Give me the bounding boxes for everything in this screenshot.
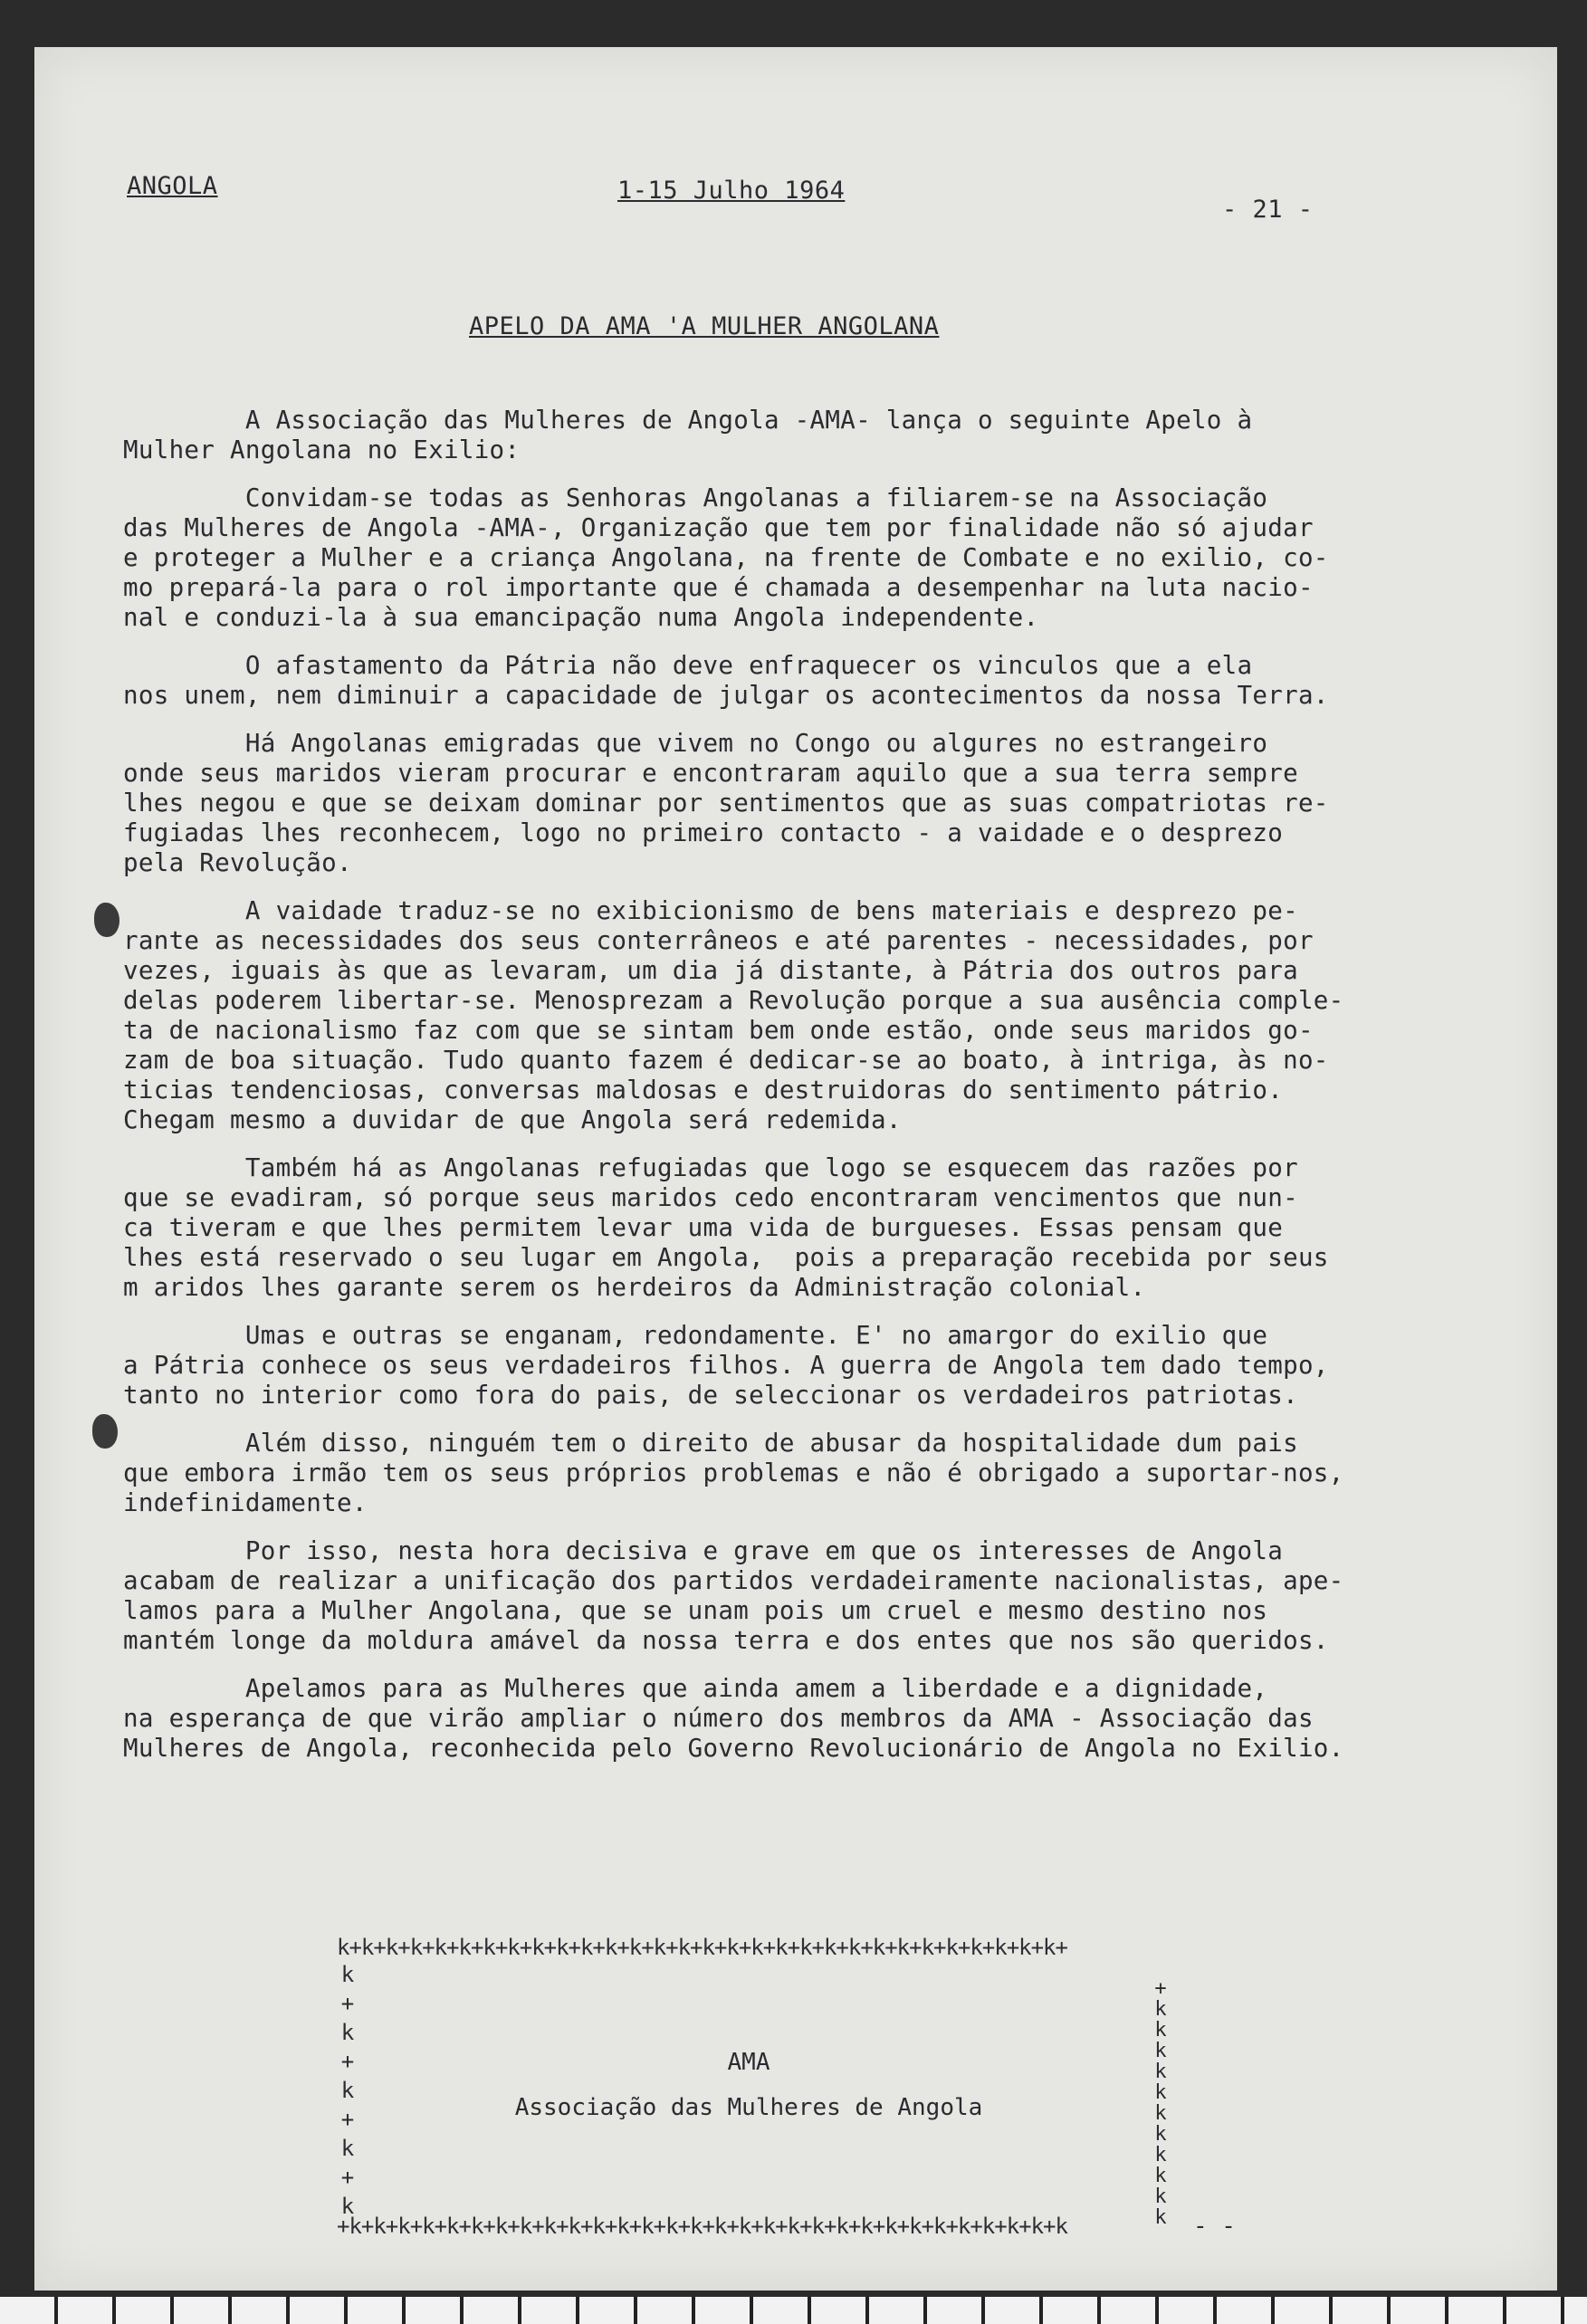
paragraph [123,1429,1463,1518]
paragraph-line: Mulher Angolana no Exilio: [123,435,521,464]
scan-ruler [0,2297,1587,2324]
paragraph-line: vezes, iguais às que as levaram, um dia já distante, à Pátria dos outros para [123,956,1298,985]
border-glyph: + [340,2165,355,2190]
paragraph-line: tanto no interior como fora do pais, de seleccionar os verdadeiros patriotas. [123,1381,1298,1410]
paragraph-line: ticias tendenciosas, conversas maldosas e destruidoras do sentimento pátrio. [123,1076,1284,1105]
punch-hole-top [94,903,120,937]
paragraph-line: Também há as Angolanas refugiadas que logo se esquecem das razões por [123,1153,1298,1182]
border-glyph: k [1154,2019,1167,2042]
border-glyph: k [340,2136,355,2161]
paragraph-line: na esperança de que virão ampliar o número dos membros da AMA - Associação das [123,1704,1314,1733]
paragraph-line: e proteger a Mulher e a criança Angolana, na frente de Combate e no exilio, co- [123,543,1329,572]
paragraph-line: Umas e outras se enganam, redondamente. E' no amargor do exilio que [123,1321,1268,1350]
paragraph-line: Por isso, nesta hora decisiva e grave em que os interesses de Angola [123,1536,1284,1565]
paragraph-line: ca tiveram e que lhes permitem levar uma vida de burgueses. Essas pensam que [123,1213,1284,1242]
border-glyph: + [1154,1977,1167,2000]
box-border-left [337,1960,359,2221]
box-border-bottom: +k+k+k+k+k+k+k+k+k+k+k+k+k+k+k+k+k+k+k+k+k+k+k+k+k+k+k+k+k+k [337,2214,1067,2239]
paragraph-line: lamos para a Mulher Angolana, que se unam pois um cruel e mesmo destino nos [123,1596,1268,1625]
paragraph-line: das Mulheres de Angola -AMA-, Organização que tem por finalidade não só ajudar [123,513,1314,542]
paragraph-line: a Pátria conhece os seus verdadeiros filhos. A guerra de Angola tem dado tempo, [123,1351,1329,1380]
border-glyph: + [340,2107,355,2132]
paragraph-line: que se evadiram, só porque seus maridos cedo encontraram vencimentos que nun- [123,1183,1298,1212]
border-glyph: k [340,2194,355,2219]
paragraph-line: que embora irmão tem os seus próprios problemas e não é obrigado a suportar-nos, [123,1458,1344,1487]
paragraph [123,483,1463,633]
paragraph-line: zam de boa situação. Tudo quanto fazem é dedicar-se ao boato, à intriga, às no- [123,1046,1329,1075]
border-glyph: k [340,2078,355,2103]
border-glyph: + [340,2049,355,2074]
border-glyph: k [1154,2102,1167,2125]
signature-box [337,1935,1167,2239]
border-glyph: k [1154,2040,1167,2062]
paragraph-line: Chegam mesmo a duvidar de que Angola será redemida. [123,1105,902,1134]
border-glyph: k [1154,2185,1167,2208]
border-glyph: k [1154,2123,1167,2146]
paragraph-line: A vaidade traduz-se no exibicionismo de bens materiais e desprezo pe- [123,896,1298,925]
border-glyph: k [340,1962,355,1987]
organization-name: Associação das Mulheres de Angola [514,2094,983,2121]
border-glyph: k [1154,2081,1167,2104]
border-glyph: k [1154,2165,1167,2187]
paragraph-line: m aridos lhes garante serem os herdeiros da Administração colonial. [123,1273,1146,1302]
paragraph [123,729,1463,878]
box-border-top: k+k+k+k+k+k+k+k+k+k+k+k+k+k+k+k+k+k+k+k+k+k+k+k+k+k+k+k+k+k+ [337,1935,1067,1960]
border-glyph: k [1154,2144,1167,2166]
paragraph-line: lhes está reservado o seu lugar em Angola, pois a preparação recebida por seus [123,1243,1329,1272]
paragraph-line: Convidam-se todas as Senhoras Angolanas a filiarem-se na Associação [123,483,1268,512]
paragraph-line: nal e conduzi-la à sua emancipação numa Angola independente. [123,603,1039,632]
paragraph-line: Mulheres de Angola, reconhecida pelo Governo Revolucionário de Angola no Exilio. [123,1734,1344,1763]
punch-hole-bottom [92,1414,118,1449]
document-title: APELO DA AMA 'A MULHER ANGOLANA [469,312,940,340]
paragraph [123,896,1463,1135]
paragraph-line: mantém longe da moldura amável da nossa terra e dos entes que nos são queridos. [123,1626,1329,1655]
paragraph [123,406,1463,465]
paragraph [123,1674,1463,1764]
paragraph-line: fugiadas lhes reconhecem, logo no primeiro contacto - a vaidade e o desprezo [123,818,1284,847]
border-glyph: + [340,1991,355,2016]
paragraph-line: acabam de realizar a unificação dos partidos verdadeiramente nacionalistas, ape- [123,1566,1344,1595]
paragraph-line: Apelamos para as Mulheres que ainda amem a liberdade e a dignidade, [123,1674,1268,1703]
document-body [123,406,1463,1782]
paragraph-line: rante as necessidades dos seus conterrâneos e até parentes - necessidades, por [123,926,1314,955]
paragraph-line: Há Angolanas emigradas que vivem no Congo ou algures no estrangeiro [123,729,1268,758]
paragraph-line: pela Revolução. [123,848,352,877]
paragraph [123,1321,1463,1411]
paragraph-line: indefinidamente. [123,1488,368,1517]
paragraph [123,651,1463,711]
paragraph-line: O afastamento da Pátria não deve enfraquecer os vinculos que a ela [123,651,1253,680]
organization-acronym: AMA [727,2049,770,2076]
paragraph [123,1536,1463,1656]
paragraph-line: Além disso, ninguém tem o direito de abusar da hospitalidade dum pais [123,1429,1298,1458]
paragraph-line: onde seus maridos vieram procurar e encontraram aquilo que a sua terra sempre [123,759,1298,788]
border-glyph: k [1154,1998,1167,2021]
header-country: ANGOLA [127,172,218,200]
paragraph [123,1153,1463,1303]
page-number: - 21 - [1222,196,1314,224]
paragraph-line: mo prepará-la para o rol importante que é chamada a desempenhar na luta nacio- [123,573,1314,602]
paragraph-line: ta de nacionalismo faz com que se sintam bem onde estão, onde seus maridos go- [123,1016,1314,1045]
paragraph-line: nos unem, nem diminuir a capacidade de julgar os acontecimentos da nossa Terra. [123,681,1329,710]
box-trailing-dashes: - - [1193,2213,1236,2240]
paragraph-line: A Associação das Mulheres de Angola -AMA- lança o seguinte Apelo à [123,406,1253,435]
header-date: 1-15 Julho 1964 [617,177,846,205]
border-glyph: k [340,2020,355,2045]
paragraph-line: lhes negou e que se deixam dominar por sentimentos que as suas compatriotas re- [123,789,1329,818]
paragraph-line: delas poderem libertar-se. Menosprezam a Revolução porque a sua ausência comple- [123,986,1344,1015]
border-glyph: k [1154,2206,1167,2229]
border-glyph: k [1154,2061,1167,2083]
